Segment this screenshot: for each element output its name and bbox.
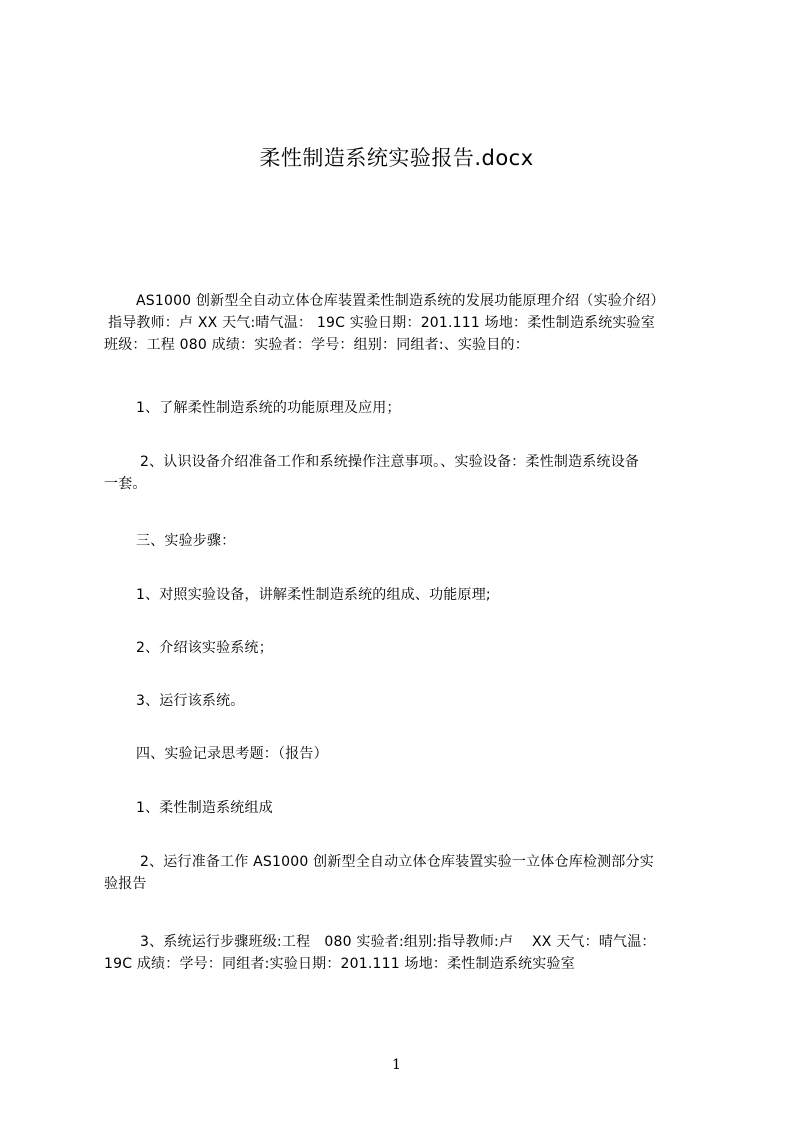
intro-line-1: AS1000 创新型全自动立体仓库装置柔性制造系统的发展功能原理介绍（实验介绍）: [136, 293, 665, 309]
page-number: 1: [392, 1057, 401, 1073]
intro-paragraph: [104, 290, 704, 356]
section-4-heading-text: 四、实验记录思考题：（报告）: [136, 746, 328, 762]
step-3-line: 3、运行该系统。: [136, 693, 245, 709]
document-title: 柔性制造系统实验报告.docx: [259, 146, 534, 170]
goal-1-line: 1、了解柔性制造系统的功能原理及应用；: [136, 400, 401, 416]
report-3-paragraph: [104, 931, 704, 975]
section-3-heading-text: 三、实验步骤：: [136, 533, 236, 549]
goal-2-line-1: 2、认识设备介绍准备工作和系统操作注意事项。、实验设备：柔性制造系统设备: [140, 454, 640, 470]
step-2-paragraph: [104, 637, 704, 659]
step-2-line: 2、介绍该实验系统；: [136, 640, 273, 656]
report-2-line-1: 2、运行准备工作 AS1000 创新型全自动立体仓库装置实验一立体仓库检测部分实: [140, 854, 654, 870]
section-4-heading: [104, 743, 704, 765]
report-1-line: 1、柔性制造系统组成: [136, 800, 273, 816]
step-1-paragraph: [104, 584, 704, 606]
section-3-heading: [104, 530, 704, 552]
goal-2-line-2: 一套。: [104, 476, 147, 492]
report-3-line-1: 3、系统运行步骤班级:工程 080 实验者:组别:指导教师:卢 XX 天气：晴气温：: [140, 934, 656, 950]
step-3-paragraph: [104, 690, 704, 712]
intro-line-3: 班级：工程 080 成绩：实验者：学号：组别：同组者:、实验目的：: [104, 337, 529, 353]
report-1-paragraph: [104, 797, 704, 819]
step-1-line: 1、对照实验设备，讲解柔性制造系统的组成、功能原理;: [136, 587, 491, 603]
report-2-line-2: 验报告: [104, 876, 147, 892]
goal-2-paragraph: [104, 451, 704, 495]
intro-line-2: 指导教师：卢 XX 天气:晴气温： 19C 实验日期：201.111 场地：柔性制造系统实验室: [108, 315, 656, 331]
goal-1-paragraph: [104, 397, 704, 419]
report-3-line-2: 19C 成绩：学号：同组者:实验日期：201.111 场地：柔性制造系统实验室: [104, 956, 575, 972]
report-2-paragraph: [104, 851, 704, 895]
